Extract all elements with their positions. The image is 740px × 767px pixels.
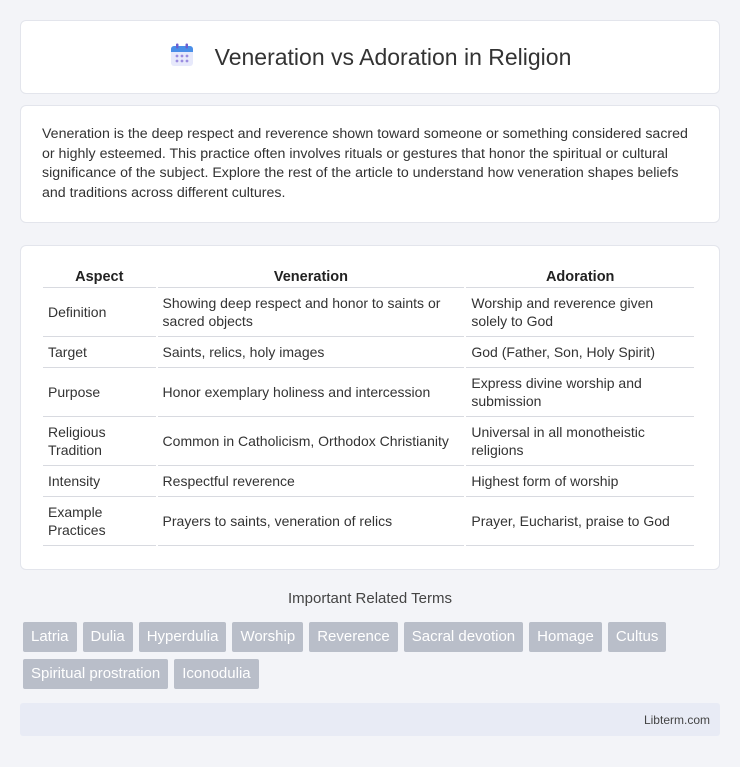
related-terms-list — [23, 622, 723, 689]
cell-aspect: Religious Tradition — [43, 417, 156, 466]
cell-veneration: Honor exemplary holiness and intercession — [158, 368, 465, 417]
tag-dulia[interactable]: Dulia — [83, 622, 133, 652]
tag-latria[interactable]: Latria — [23, 622, 77, 652]
cell-veneration: Showing deep respect and honor to saints or sacred objects — [158, 288, 465, 337]
tag-cultus[interactable]: Cultus — [608, 622, 667, 652]
tag-worship[interactable]: Worship — [232, 622, 303, 652]
table-row — [43, 466, 694, 497]
cell-veneration: Saints, relics, holy images — [158, 337, 465, 368]
cell-veneration: Prayers to saints, veneration of relics — [158, 497, 465, 546]
table-row — [43, 337, 694, 368]
tag-spiritual-prostration[interactable]: Spiritual prostration — [23, 659, 168, 689]
cell-adoration: Prayer, Eucharist, praise to God — [466, 497, 694, 546]
tag-sacral-devotion[interactable]: Sacral devotion — [404, 622, 523, 652]
header-card — [20, 20, 720, 94]
cell-adoration: Worship and reverence given solely to God — [466, 288, 694, 337]
table-row — [43, 497, 694, 546]
cell-aspect: Purpose — [43, 368, 156, 417]
calendar-icon — [169, 42, 195, 73]
cell-aspect: Example Practices — [43, 497, 156, 546]
cell-adoration: Highest form of worship — [466, 466, 694, 497]
cell-aspect: Target — [43, 337, 156, 368]
cell-veneration: Common in Catholicism, Orthodox Christianity — [158, 417, 465, 466]
table-row — [43, 288, 694, 337]
footer — [20, 703, 720, 736]
comparison-card — [20, 245, 720, 570]
page-title: Veneration vs Adoration in Religion — [214, 43, 572, 70]
header-veneration: Veneration — [158, 268, 465, 288]
cell-adoration: God (Father, Son, Holy Spirit) — [466, 337, 694, 368]
tag-reverence[interactable]: Reverence — [309, 622, 398, 652]
related-terms-title: Important Related Terms — [288, 590, 452, 607]
table-row — [43, 368, 694, 417]
comparison-table — [41, 268, 696, 546]
tag-hyperdulia[interactable]: Hyperdulia — [139, 622, 227, 652]
cell-adoration: Universal in all monotheistic religions — [466, 417, 694, 466]
intro-card — [20, 105, 720, 223]
footer-brand-link[interactable]: Libterm.com — [643, 712, 710, 727]
tag-homage[interactable]: Homage — [529, 622, 602, 652]
cell-aspect: Definition — [43, 288, 156, 337]
cell-aspect: Intensity — [43, 466, 156, 497]
title-wrap — [169, 42, 572, 73]
table-header-row — [43, 268, 694, 288]
cell-veneration: Respectful reverence — [158, 466, 465, 497]
header-aspect: Aspect — [43, 268, 156, 288]
header-adoration: Adoration — [466, 268, 694, 288]
intro-paragraph: Veneration is the deep respect and reverence shown toward someone or something considered sacred or highly esteemed. This practice often involves rituals or gestures that honor the spiritual or cultural significance of the subject. Explore the rest of the article to understand how veneration shapes beliefs and traditions across different cultures. — [42, 126, 688, 201]
table-row — [43, 417, 694, 466]
cell-adoration: Express divine worship and submission — [466, 368, 694, 417]
tag-iconodulia[interactable]: Iconodulia — [174, 659, 258, 689]
